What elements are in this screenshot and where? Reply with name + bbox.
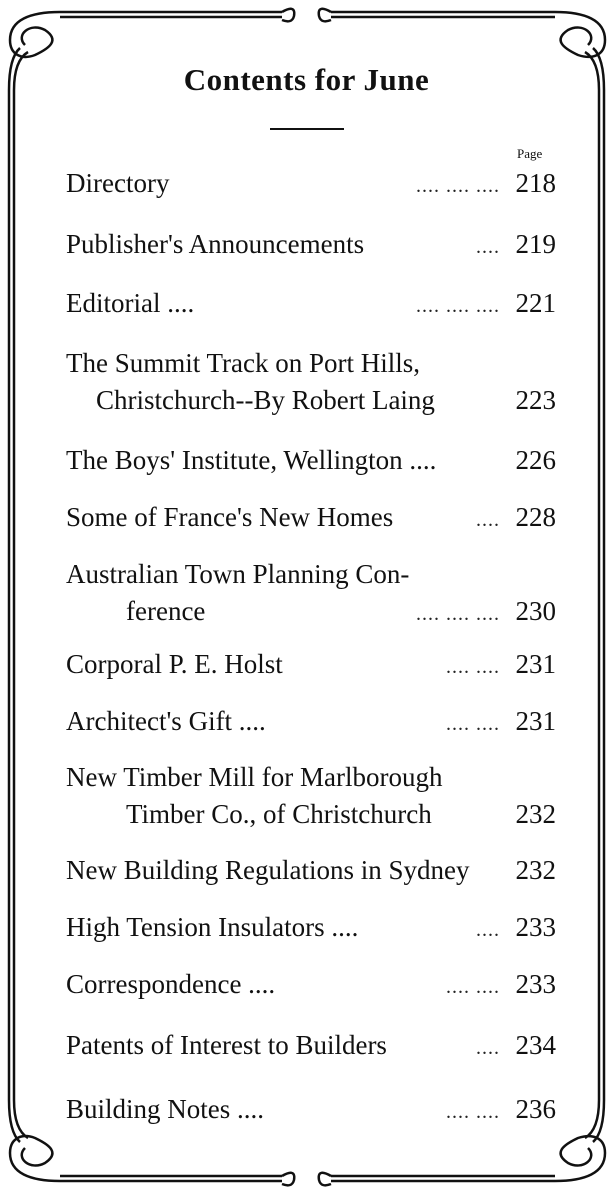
toc-entry bbox=[66, 759, 556, 833]
toc-entry bbox=[66, 442, 556, 479]
toc-entry-label: Some of France's New Homes bbox=[66, 502, 394, 532]
toc-entry-page: 226 bbox=[515, 445, 556, 475]
toc-entry bbox=[66, 852, 556, 889]
toc-entry-label: Building Notes .... bbox=[66, 1094, 265, 1124]
toc-entry-page: 232 bbox=[515, 799, 556, 829]
toc-entry-page: 233 bbox=[515, 912, 556, 942]
toc-entry bbox=[66, 165, 556, 205]
toc-leader: .... .... bbox=[446, 656, 500, 678]
page-title: Contents for June bbox=[183, 62, 430, 97]
toc-entry-page: 234 bbox=[515, 1030, 556, 1060]
toc-entry-page: 219 bbox=[515, 229, 556, 259]
toc-entry-page: 218 bbox=[515, 168, 556, 198]
toc-entry-page: 233 bbox=[515, 969, 556, 999]
toc-entry bbox=[66, 226, 556, 266]
toc-entry-label: Publisher's Announcements bbox=[66, 229, 365, 259]
toc-entry-label: Corporal P. E. Holst bbox=[66, 649, 283, 679]
toc-entry-page: 232 bbox=[515, 855, 556, 885]
toc-entry bbox=[66, 703, 556, 743]
toc-leader: .... .... bbox=[446, 976, 500, 998]
toc-leader: .... bbox=[476, 236, 500, 258]
toc-entry-first-line: The Summit Track on Port Hills, bbox=[66, 348, 421, 378]
toc-leader: .... .... .... bbox=[416, 295, 500, 317]
toc-entry bbox=[66, 646, 556, 686]
toc-entry-page: 231 bbox=[515, 649, 556, 679]
toc-entry-page: 236 bbox=[515, 1094, 556, 1124]
toc-leader: .... bbox=[476, 509, 500, 531]
toc-entry bbox=[66, 499, 556, 539]
toc-entry-label: Timber Co., of Christchurch bbox=[126, 799, 432, 829]
toc-entry-first-line: Australian Town Planning Con- bbox=[66, 559, 410, 589]
page-column-header: Page bbox=[517, 146, 543, 161]
toc-leader: .... .... bbox=[446, 1101, 500, 1123]
toc-entry-page: 231 bbox=[515, 706, 556, 736]
toc-entry bbox=[66, 285, 556, 325]
toc-entry-label: Directory bbox=[66, 168, 170, 198]
toc-entry-label: New Building Regulations in Sydney bbox=[66, 855, 470, 885]
toc-entry bbox=[66, 345, 556, 419]
toc-entry-label: Patents of Interest to Builders bbox=[66, 1030, 387, 1060]
toc-leader: .... bbox=[476, 919, 500, 941]
toc-entry-label: Architect's Gift .... bbox=[66, 706, 266, 736]
toc-entry-label: ference bbox=[126, 596, 206, 626]
toc-entry bbox=[66, 556, 556, 633]
toc-leader: .... .... .... bbox=[416, 603, 500, 625]
toc-entry bbox=[66, 1091, 556, 1131]
toc-leader: .... .... .... bbox=[416, 175, 500, 197]
toc-entry-label: Correspondence .... bbox=[66, 969, 276, 999]
toc-entry bbox=[66, 909, 556, 949]
toc-entry-page: 228 bbox=[515, 502, 556, 532]
toc-entry-label: The Boys' Institute, Wellington .... bbox=[66, 445, 437, 475]
toc-entry-page: 223 bbox=[515, 385, 556, 415]
toc-entry-page: 230 bbox=[515, 596, 556, 626]
toc-entry-label: Christchurch--By Robert Laing bbox=[96, 385, 435, 415]
toc-entry bbox=[66, 966, 556, 1006]
toc-leader: .... .... bbox=[446, 713, 500, 735]
toc-leader: .... bbox=[476, 1037, 500, 1059]
title-rule bbox=[270, 128, 344, 130]
toc-entry-page: 221 bbox=[515, 288, 556, 318]
toc-entry bbox=[66, 1027, 556, 1067]
toc-entry-label: High Tension Insulators .... bbox=[66, 912, 359, 942]
toc-entry-label: Editorial .... bbox=[66, 288, 195, 318]
toc-entry-first-line: New Timber Mill for Marlborough bbox=[66, 762, 443, 792]
